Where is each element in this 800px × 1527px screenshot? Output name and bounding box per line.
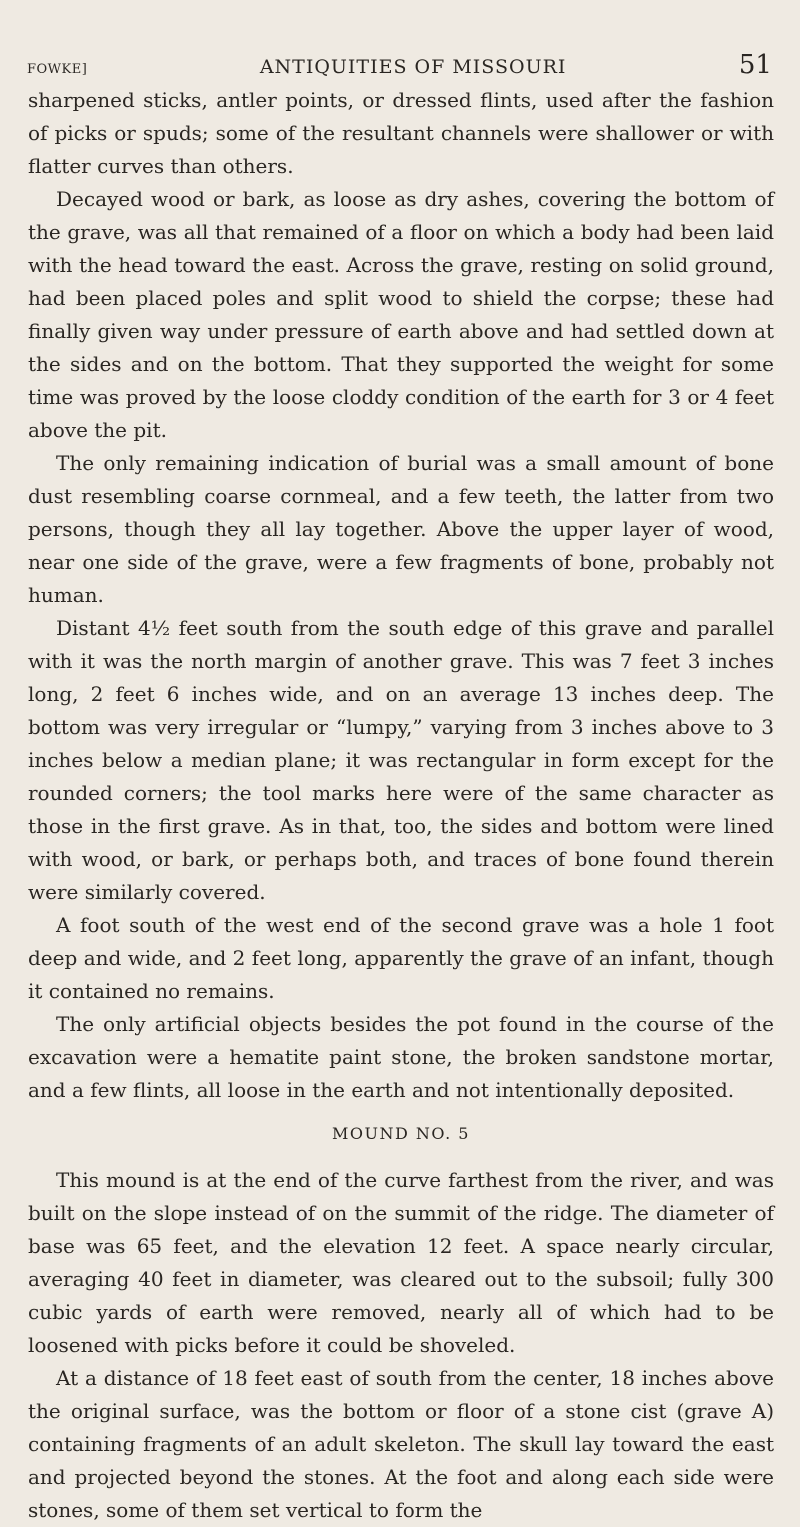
paragraph: This mound is at the end of the curve farthest from the river, and was built on the slope instead of on the summit of the ridge. The diameter of base was 65 feet, and the elevation 12 feet. A space nearly circular, averaging 40 feet in diameter, was cleared out to the subsoil; fully 300 cubic yards of earth were removed, nearly all of which had to be loosened with picks before it could be shoveled.	[28, 1168, 774, 1357]
paragraph: A foot south of the west end of the second grave was a hole 1 foot deep and wide, and 2 feet long, apparently the grave of an infant, though it contained no remains.	[28, 913, 774, 1003]
paragraph: sharpened sticks, antler points, or dressed flints, used after the fashion of picks or spuds; some of the resultant channels were shallower or with flatter curves than others.	[28, 88, 774, 178]
title-running-head: ANTIQUITIES OF MISSOURI	[259, 56, 567, 78]
paragraph: Distant 4½ feet south from the south edge of this grave and parallel with it was the north margin of another grave. This was 7 feet 3 inches long, 2 feet 6 inches wide, and on an average 13 inches deep. The bottom was very irregular or “lumpy,” varying from 3 inches above to 3 inches below a median plane; it was rectangular in form except for the rounded corners; the tool marks here were of the same character as those in the first grave. As in that, too, the sides and bottom were lined with wood, or bark, or perhaps both, and traces of bone found therein were similarly covered.	[28, 616, 774, 904]
paragraph: Decayed wood or bark, as loose as dry ashes, covering the bottom of the grave, was all that remained of a floor on which a body had been laid with the head toward the east. Across the grave, resting on solid ground, had been placed poles and split wood to shield the corpse; these had finally given way under pressure of earth above and had settled down at the sides and on the bottom. That they supported the weight for some time was proved by the loose cloddy condition of the earth for 3 or 4 feet above the pit.	[28, 187, 774, 442]
section-heading: MOUND NO. 5	[332, 1124, 470, 1143]
body-text	[28, 84, 774, 1527]
running-header	[27, 50, 772, 80]
paragraph: At a distance of 18 feet east of south from the center, 18 inches above the original surface, was the bottom or floor of a stone cist (grave A) containing fragments of an adult skeleton. The skull lay toward the east and projected beyond the stones. At the foot and along each side were stones, some of them set vertical to form the	[28, 1366, 774, 1522]
author-running-head: FOWKE]	[27, 62, 88, 77]
page-number: 51	[738, 50, 772, 80]
paragraph: The only artificial objects besides the pot found in the course of the excavation were a hematite paint stone, the broken sandstone mortar, and a few flints, all loose in the earth and not intentionally deposited.	[28, 1012, 774, 1102]
paragraph: The only remaining indication of burial was a small amount of bone dust resembling coarse cornmeal, and a few teeth, the latter from two persons, though they all lay together. Above the upper layer of wood, near one side of the grave, were a few fragments of bone, probably not human.	[28, 451, 774, 607]
